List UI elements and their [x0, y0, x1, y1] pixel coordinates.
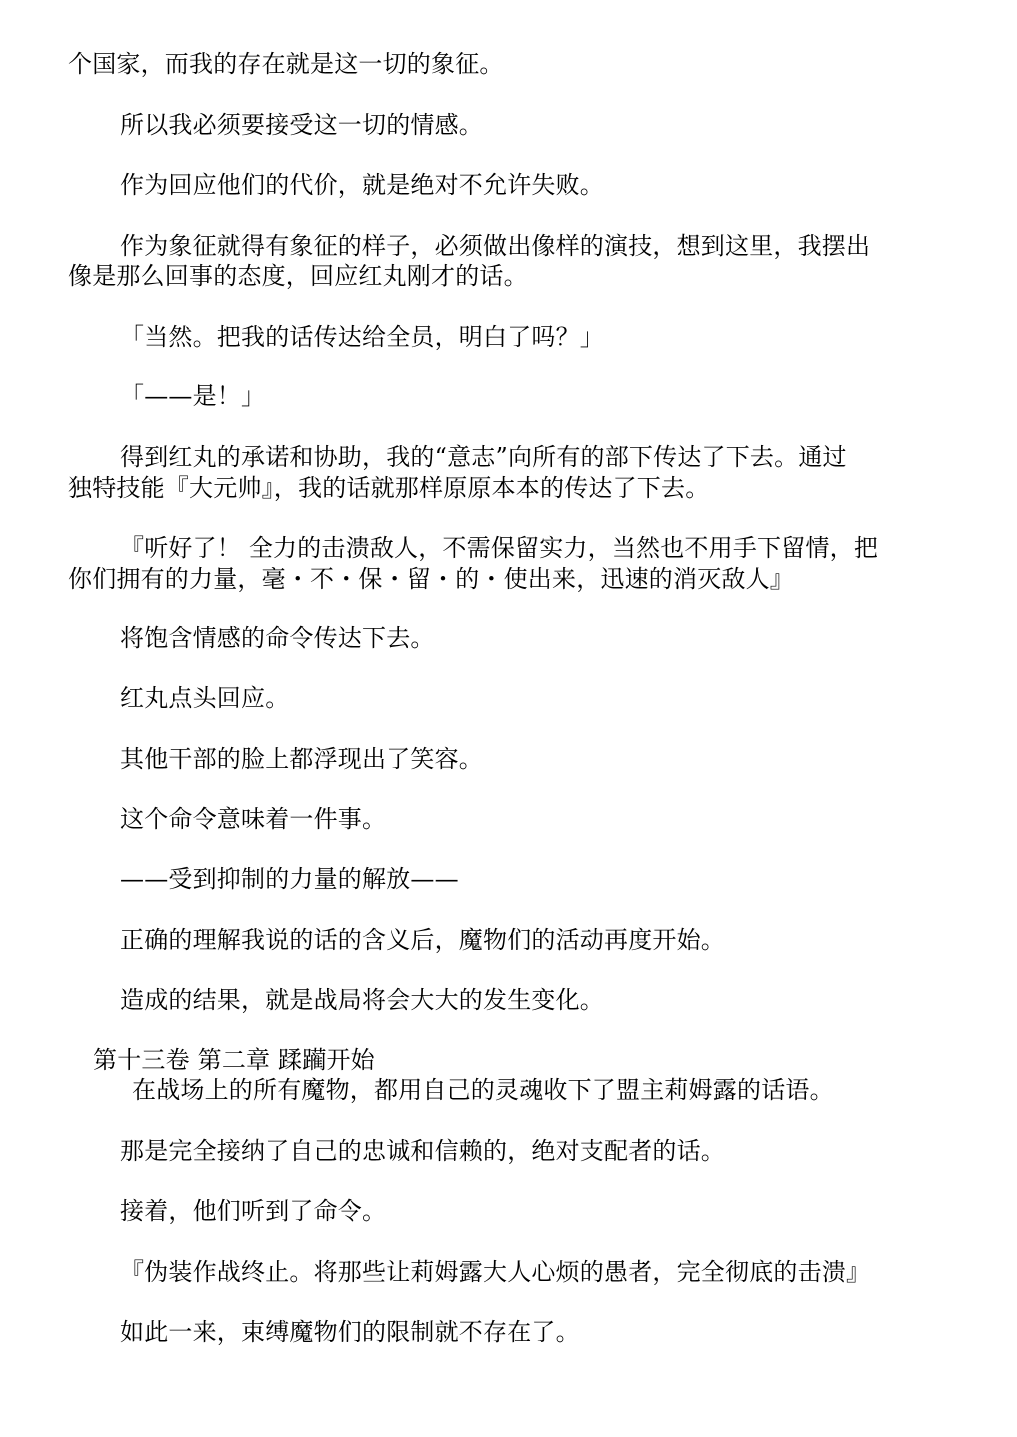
dialogue-line: 你们拥有的力量，毫・不・保・留・的・使出来，迅速的消灭敌人』 [68, 565, 794, 593]
paragraph-line: 所以我必须要接受这一切的情感。 [120, 111, 483, 139]
paragraph-line: 将饱含情感的命令传达下去。 [120, 624, 435, 652]
paragraph-line: 得到红丸的承诺和协助，我的“意志”向所有的部下传达了下去。通过 [120, 443, 847, 471]
paragraph-line: 这个命令意味着一件事。 [120, 805, 387, 833]
paragraph-line: 正确的理解我说的话的含义后，魔物们的活动再度开始。 [120, 926, 725, 954]
dialogue-line: 『伪装作战终止。将那些让莉姆露大人心烦的愚者，完全彻底的击溃』 [120, 1258, 871, 1286]
paragraph-line: 其他干部的脸上都浮现出了笑容。 [120, 745, 483, 773]
paragraph-line: 独特技能『大元帅』，我的话就那样原原本本的传达了下去。 [68, 474, 710, 502]
dialogue-line: 「当然。把我的话传达给全员，明白了吗？」 [120, 323, 604, 351]
paragraph-line: 红丸点头回应。 [120, 684, 290, 712]
paragraph-line: ——受到抑制的力量的解放—— [120, 865, 459, 893]
paragraph-line: 个国家，而我的存在就是这一切的象征。 [68, 50, 504, 78]
paragraph-line: 作为回应他们的代价，就是绝对不允许失败。 [120, 171, 604, 199]
paragraph-line: 接着，他们听到了命令。 [120, 1197, 387, 1225]
chapter-heading: 第十三卷 第二章 蹂躏开始 [93, 1046, 375, 1074]
dialogue-line: 「——是！」 [120, 382, 266, 410]
dialogue-line: 『听好了！ 全力的击溃敌人，不需保留实力，当然也不用手下留情，把 [120, 534, 879, 562]
paragraph-line: 作为象征就得有象征的样子，必须做出像样的演技，想到这里，我摆出 [120, 232, 871, 260]
paragraph-line: 像是那么回事的态度，回应红丸刚才的话。 [68, 262, 528, 290]
paragraph-line: 造成的结果，就是战局将会大大的发生变化。 [120, 986, 604, 1014]
paragraph-line: 如此一来，束缚魔物们的限制就不存在了。 [120, 1318, 580, 1346]
paragraph-line: 在战场上的所有魔物，都用自己的灵魂收下了盟主莉姆露的话语。 [132, 1076, 834, 1104]
paragraph-line: 那是完全接纳了自己的忠诚和信赖的，绝对支配者的话。 [120, 1137, 725, 1165]
